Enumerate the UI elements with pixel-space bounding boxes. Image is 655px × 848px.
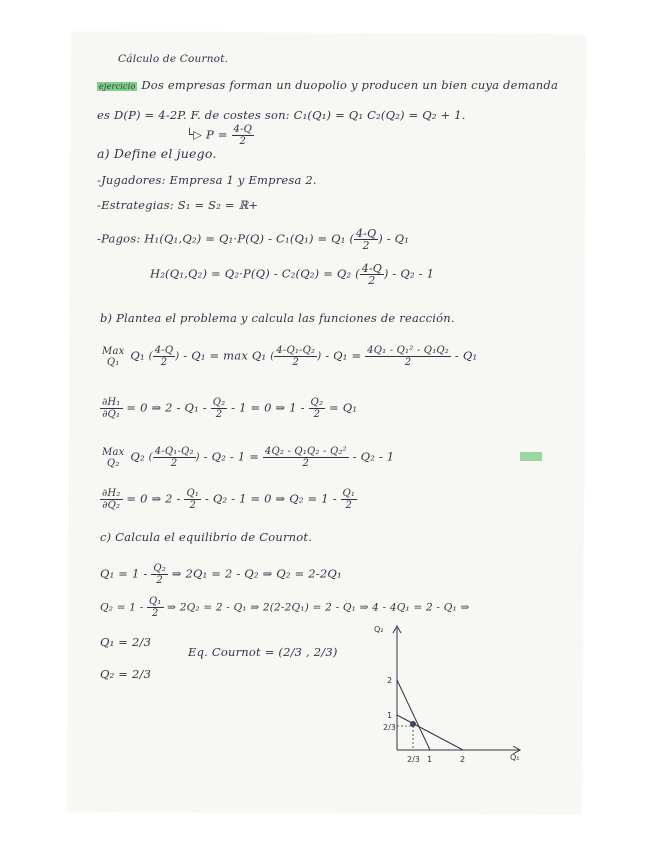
equation-c1: Q₁ = 1 - $\frac{\text{Q₂}}{2}$ ⇒ 2Q₁ = 2 - Q₂ ⇒ Q₂ = 2-2Q₁ (100, 563, 342, 586)
y-tick-1: 1 (387, 711, 393, 720)
page-title: Cálculo de Cournot. (118, 53, 229, 65)
x-tick-1: 1 (427, 755, 433, 764)
problem-line-2: es D(P) = 4-2P. F. de costes son: C₁(Q₁) = Q₁ C₂(Q₂) = Q₂ + 1. (97, 108, 466, 122)
equation-c2: Q₂ = 1 - $\frac{\text{Q₁}}{2}$ ⇒ 2Q₂ = 2 - Q₁ ⇒ 2(2-2Q₁) = 2 - Q₁ ⇒ 4 - 4Q₁ = 2 - Q₁ ⇒ (100, 596, 470, 619)
y-tick-2: 2 (387, 676, 393, 685)
max-problem-2: Max Q₂ Q₂ ( $\frac{\text{4-Q₁-Q₂}}{2}$ ) - Q₂ - 1 = $\frac{\text{4Q₂ - Q₁Q₂ - Q₂²}}{2}$ - Q₂ - 1 (102, 446, 395, 469)
derivative-1: $\frac{\text{∂H₁}}{\text{∂Q₁}}$ = 0 ⇒ 2 - Q₁ - $\frac{\text{Q₂}}{2}$ - 1 = 0 ⇒ 1 - $\frac{\text{Q₂}}{2}$ = Q₁ (102, 397, 358, 420)
reaction-line-1 (397, 680, 430, 750)
result-q2: Q₂ = 2/3 (100, 667, 152, 681)
cournot-equilibrium: Eq. Cournot = (2/3 , 2/3) (188, 645, 338, 659)
margin-highlight-mark (520, 452, 542, 461)
equilibrium-point (410, 721, 416, 727)
x-axis-label: Q₁ (510, 753, 520, 762)
part-b-heading: b) Plantea el problema y calcula las funciones de reacción. (100, 311, 455, 325)
payoff-h2: H₂(Q₁,Q₂) = Q₂·P(Q) - C₂(Q₂) = Q₂ ( $\frac{4-Q}{2}$ ) - Q₂ - 1 (150, 262, 435, 287)
x-tick-2-3: 2/3 (407, 755, 420, 764)
highlight-tag: ejercicio (99, 82, 136, 91)
max-problem-1: Max Q₁ Q₁ ( $\frac{4-Q}{2}$ ) - Q₁ = max Q₁ ( $\frac{\text{4-Q₁-Q₂}}{2}$ ) - Q₁ = $\frac{\text{4Q₁ - Q₁² - Q₁Q₂}}{2}$ - Q₁ (102, 345, 478, 368)
y-tick-2-3: 2/3 (383, 723, 396, 732)
reaction-functions-graph (370, 620, 540, 770)
y-axis-label: Q₂ (374, 625, 384, 634)
reaction-line-2 (397, 715, 463, 750)
players-line: -Jugadores: Empresa 1 y Empresa 2. (97, 173, 317, 187)
part-a-heading: a) Define el juego. (97, 146, 217, 161)
part-c-heading: c) Calcula el equilibrio de Cournot. (100, 530, 313, 544)
strategies-line: -Estrategias: S₁ = S₂ = ℝ+ (97, 198, 259, 212)
problem-line-3: └▷ P = $\frac{4-Q}{2}$ (186, 124, 253, 147)
result-q1: Q₁ = 2/3 (100, 635, 152, 649)
payoff-h1: -Pagos: H₁(Q₁,Q₂) = Q₁·P(Q) - C₁(Q₁) = Q₁ ( $\frac{4-Q}{2}$ ) - Q₁ (97, 227, 410, 252)
x-tick-2: 2 (460, 755, 466, 764)
derivative-2: $\frac{\text{∂H₂}}{\text{∂Q₂}}$ = 0 ⇒ 2 - $\frac{\text{Q₁}}{2}$ - Q₂ - 1 = 0 ⇒ Q₂ = 1 - $\frac{\text{Q₁}}{2}$ (102, 488, 356, 511)
problem-line-1: ejercicio Dos empresas forman un duopolio y producen un bien cuya demanda (99, 78, 558, 92)
